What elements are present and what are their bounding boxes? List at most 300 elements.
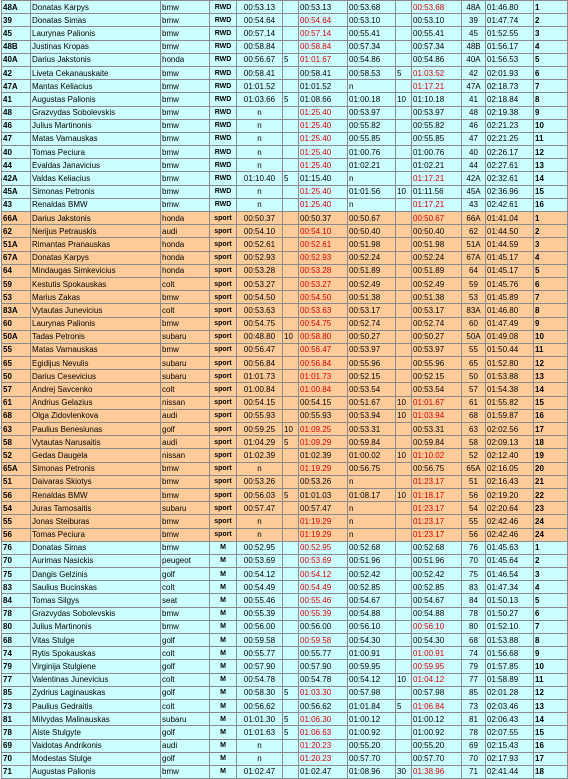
driver-name: Valdas Keliacius <box>31 172 161 185</box>
car-make: seat <box>161 594 210 607</box>
run2-time: 00:52.68 <box>348 541 396 554</box>
run1-total: 00:56.84 <box>299 357 348 370</box>
car-number: 48 <box>2 106 31 119</box>
car-make: subaru <box>161 370 210 383</box>
run1-penalty: 5 <box>283 172 299 185</box>
run1-total: 00:57.90 <box>299 660 348 673</box>
car-make: bmw <box>161 132 210 145</box>
run1-total: 00:52.61 <box>299 238 348 251</box>
car-make: subaru <box>161 502 210 515</box>
run2-total: 01:00.12 <box>412 713 462 726</box>
class-badge: M <box>210 581 237 594</box>
final-time: 02:19.38 <box>486 106 534 119</box>
driver-name: Augustas Palionis <box>31 765 161 778</box>
run2-total: 01:03.94 <box>412 409 462 422</box>
run2-penalty <box>396 383 412 396</box>
car-make: bmw <box>161 119 210 132</box>
run2-penalty: 10 <box>396 396 412 409</box>
run2-time: 00:57.98 <box>348 686 396 699</box>
run1-time: 00:52.61 <box>237 238 283 251</box>
run2-time: 01:00.76 <box>348 146 396 159</box>
run2-time: 01:00.02 <box>348 449 396 462</box>
class-badge: RWD <box>210 185 237 198</box>
run2-total: 01:17.21 <box>412 172 462 185</box>
position: 17 <box>534 423 568 436</box>
class-badge: sport <box>210 330 237 343</box>
run1-total: 01:09.29 <box>299 436 348 449</box>
run2-time: 00:52.24 <box>348 251 396 264</box>
class-badge: RWD <box>210 106 237 119</box>
run1-time: 00:57.90 <box>237 660 283 673</box>
position: 15 <box>534 396 568 409</box>
run1-total: 00:58.41 <box>299 66 348 79</box>
final-time: 01:47.34 <box>486 581 534 594</box>
run1-total: 01:00.84 <box>299 383 348 396</box>
car-make: bmw <box>161 198 210 211</box>
table-row <box>2 146 568 159</box>
car-number-repeat: 64 <box>462 264 486 277</box>
car-number-repeat: 44 <box>462 159 486 172</box>
run2-penalty <box>396 146 412 159</box>
class-badge: sport <box>210 502 237 515</box>
run2-penalty <box>396 40 412 53</box>
run2-time: n <box>348 172 396 185</box>
final-time: 02:19.20 <box>486 488 534 501</box>
car-number: 53 <box>2 291 31 304</box>
run2-time: 00:52.74 <box>348 317 396 330</box>
run2-penalty <box>396 343 412 356</box>
table-row <box>2 686 568 699</box>
table-row <box>2 541 568 554</box>
run1-time: 00:55.93 <box>237 409 283 422</box>
run1-total: 00:55.39 <box>299 607 348 620</box>
car-number: 68 <box>2 634 31 647</box>
run2-penalty <box>396 607 412 620</box>
position: 23 <box>534 502 568 515</box>
run1-total: 01:01.52 <box>299 80 348 93</box>
car-number: 51 <box>2 475 31 488</box>
run2-total: 01:01.67 <box>412 396 462 409</box>
position: 3 <box>534 568 568 581</box>
class-badge: sport <box>210 225 237 238</box>
run1-penalty <box>283 647 299 660</box>
final-time: 01:47.74 <box>486 14 534 27</box>
run1-total: 00:53.13 <box>299 1 348 14</box>
run2-penalty <box>396 27 412 40</box>
car-number-repeat: 65 <box>462 357 486 370</box>
position: 15 <box>534 185 568 198</box>
car-number-repeat: 47 <box>462 132 486 145</box>
final-time: 02:06.43 <box>486 713 534 726</box>
run1-time: 00:54.12 <box>237 568 283 581</box>
run1-penalty <box>283 264 299 277</box>
run1-total: 00:54.50 <box>299 291 348 304</box>
car-number: 45A <box>2 185 31 198</box>
position: 11 <box>534 132 568 145</box>
run1-time: 01:10.40 <box>237 172 283 185</box>
car-number-repeat: 83 <box>462 581 486 594</box>
run1-time: 00:58.84 <box>237 40 283 53</box>
run1-time: 00:53.28 <box>237 264 283 277</box>
position: 16 <box>534 409 568 422</box>
table-row <box>2 27 568 40</box>
position: 18 <box>534 765 568 778</box>
driver-name: Justinas Kropas <box>31 40 161 53</box>
class-badge: M <box>210 647 237 660</box>
run1-time: n <box>237 132 283 145</box>
run1-total: 01:02.47 <box>299 765 348 778</box>
table-row <box>2 330 568 343</box>
run2-time: 00:54.12 <box>348 673 396 686</box>
run2-total: 00:52.24 <box>412 251 462 264</box>
car-make: bmw <box>161 80 210 93</box>
car-number: 68 <box>2 409 31 422</box>
car-number: 40 <box>2 146 31 159</box>
car-number-repeat: 45 <box>462 27 486 40</box>
run2-total: 01:03.52 <box>412 66 462 79</box>
final-time: 02:02.56 <box>486 423 534 436</box>
car-number-repeat: 61 <box>462 396 486 409</box>
position: 8 <box>534 93 568 106</box>
run1-time: n <box>237 528 283 541</box>
class-badge: RWD <box>210 198 237 211</box>
table-row <box>2 80 568 93</box>
run2-penalty <box>396 515 412 528</box>
run1-time: n <box>237 146 283 159</box>
class-badge: sport <box>210 383 237 396</box>
car-number-repeat: 55 <box>462 515 486 528</box>
run1-total: 00:54.12 <box>299 568 348 581</box>
car-number-repeat: 69 <box>462 739 486 752</box>
car-number: 41 <box>2 93 31 106</box>
run2-penalty: 10 <box>396 93 412 106</box>
driver-name: Darius Cesevicius <box>31 370 161 383</box>
driver-name: Grazvydas Sobolevskis <box>31 106 161 119</box>
driver-name: Rytis Spokauskas <box>31 647 161 660</box>
run1-time: 01:00.84 <box>237 383 283 396</box>
run1-total: 00:55.46 <box>299 594 348 607</box>
car-number-repeat: 71 <box>462 765 486 778</box>
run2-time: 00:58.53 <box>348 66 396 79</box>
table-row <box>2 40 568 53</box>
car-number: 45 <box>2 27 31 40</box>
position: 12 <box>534 686 568 699</box>
class-badge: M <box>210 699 237 712</box>
run2-penalty <box>396 172 412 185</box>
class-badge: RWD <box>210 66 237 79</box>
run2-time: 00:53.31 <box>348 423 396 436</box>
run2-total: 01:17.21 <box>412 198 462 211</box>
position: 14 <box>534 713 568 726</box>
driver-name: Laurynas Palionis <box>31 317 161 330</box>
final-time: 01:50.13 <box>486 594 534 607</box>
car-number-repeat: 78 <box>462 607 486 620</box>
car-number-repeat: 80 <box>462 620 486 633</box>
car-number: 77 <box>2 673 31 686</box>
driver-name: Milvydas Malinauskas <box>31 713 161 726</box>
run2-total: 00:53.97 <box>412 343 462 356</box>
run1-time: n <box>237 462 283 475</box>
class-badge: sport <box>210 264 237 277</box>
car-number: 80 <box>2 620 31 633</box>
run2-penalty <box>396 370 412 383</box>
table-row <box>2 752 568 765</box>
driver-name: Grazvydas Sobolevskis <box>31 607 161 620</box>
results-table <box>1 0 568 779</box>
driver-name: Valentinas Junevicius <box>31 673 161 686</box>
run2-total: 01:06.84 <box>412 699 462 712</box>
run1-penalty <box>283 383 299 396</box>
run2-time: 00:53.54 <box>348 383 396 396</box>
class-badge: RWD <box>210 119 237 132</box>
final-time: 01:56.68 <box>486 647 534 660</box>
car-number-repeat: 73 <box>462 699 486 712</box>
position: 10 <box>534 119 568 132</box>
car-number: 59 <box>2 277 31 290</box>
car-number: 67A <box>2 251 31 264</box>
run1-total: 00:56.00 <box>299 620 348 633</box>
run2-total: 00:55.85 <box>412 132 462 145</box>
table-row <box>2 528 568 541</box>
position: 9 <box>534 106 568 119</box>
car-make: golf <box>161 423 210 436</box>
car-number: 78 <box>2 726 31 739</box>
car-make: bmw <box>161 40 210 53</box>
car-make: bmw <box>161 541 210 554</box>
run2-penalty <box>396 159 412 172</box>
table-row <box>2 53 568 66</box>
driver-name: Vaidotas Andrikonis <box>31 739 161 752</box>
run2-total: 01:23.17 <box>412 502 462 515</box>
run2-total: 00:52.49 <box>412 277 462 290</box>
run1-penalty <box>283 357 299 370</box>
car-number-repeat: 85 <box>462 686 486 699</box>
car-number-repeat: 78 <box>462 726 486 739</box>
class-badge: RWD <box>210 14 237 27</box>
final-time: 02:36.96 <box>486 185 534 198</box>
run1-total: 00:52.95 <box>299 541 348 554</box>
run2-total: 00:59.95 <box>412 660 462 673</box>
run2-penalty <box>396 581 412 594</box>
class-badge: sport <box>210 251 237 264</box>
car-number: 69 <box>2 739 31 752</box>
table-row <box>2 634 568 647</box>
car-number-repeat: 79 <box>462 660 486 673</box>
run1-total: 01:19.29 <box>299 462 348 475</box>
table-row <box>2 304 568 317</box>
car-number: 40A <box>2 53 31 66</box>
final-time: 01:56.53 <box>486 53 534 66</box>
car-number: 56 <box>2 488 31 501</box>
car-number-repeat: 50A <box>462 330 486 343</box>
table-row <box>2 475 568 488</box>
car-number-repeat: 48A <box>462 1 486 14</box>
run1-penalty <box>283 541 299 554</box>
run2-total: 00:52.85 <box>412 581 462 594</box>
car-make: honda <box>161 251 210 264</box>
car-make: audi <box>161 409 210 422</box>
run2-time: n <box>348 198 396 211</box>
final-time: 01:58.89 <box>486 673 534 686</box>
position: 3 <box>534 27 568 40</box>
table-row <box>2 409 568 422</box>
final-time: 02:26.17 <box>486 146 534 159</box>
run2-total: 00:53.97 <box>412 106 462 119</box>
position: 7 <box>534 80 568 93</box>
position: 2 <box>534 225 568 238</box>
run1-time: n <box>237 119 283 132</box>
run2-time: 00:57.70 <box>348 752 396 765</box>
run1-penalty: 5 <box>283 713 299 726</box>
run2-penalty <box>396 198 412 211</box>
class-badge: M <box>210 673 237 686</box>
run1-time: 00:54.49 <box>237 581 283 594</box>
run2-total: 01:02.21 <box>412 159 462 172</box>
car-make: colt <box>161 647 210 660</box>
car-number: 46 <box>2 119 31 132</box>
final-time: 02:17.93 <box>486 752 534 765</box>
car-number-repeat: 52 <box>462 449 486 462</box>
class-badge: M <box>210 726 237 739</box>
car-make: honda <box>161 238 210 251</box>
run1-penalty <box>283 607 299 620</box>
run1-time: 00:54.50 <box>237 291 283 304</box>
car-make: bmw <box>161 1 210 14</box>
car-make: colt <box>161 699 210 712</box>
run2-total: 00:54.30 <box>412 634 462 647</box>
driver-name: Gedas Daugela <box>31 449 161 462</box>
car-number: 39 <box>2 14 31 27</box>
class-badge: RWD <box>210 132 237 145</box>
run1-penalty <box>283 317 299 330</box>
run2-penalty <box>396 304 412 317</box>
driver-name: Donatas Karpys <box>31 1 161 14</box>
run1-time: 00:57.14 <box>237 27 283 40</box>
car-number: 55 <box>2 515 31 528</box>
run1-time: n <box>237 752 283 765</box>
run1-penalty <box>283 620 299 633</box>
run2-time: 00:51.96 <box>348 554 396 567</box>
table-row <box>2 515 568 528</box>
position: 1 <box>534 1 568 14</box>
run1-penalty <box>283 370 299 383</box>
table-row <box>2 185 568 198</box>
final-time: 02:16.05 <box>486 462 534 475</box>
car-number-repeat: 46 <box>462 119 486 132</box>
driver-name: Donatas Karpys <box>31 251 161 264</box>
class-badge: M <box>210 713 237 726</box>
class-badge: sport <box>210 396 237 409</box>
car-number-repeat: 65A <box>462 462 486 475</box>
driver-name: Vytautas Junevicius <box>31 304 161 317</box>
table-row <box>2 212 568 225</box>
class-badge: sport <box>210 291 237 304</box>
driver-name: Darius Jakstonis <box>31 53 161 66</box>
run1-total: 01:06.63 <box>299 726 348 739</box>
run1-total: 01:15.40 <box>299 172 348 185</box>
run1-penalty <box>283 752 299 765</box>
driver-name: Evaldas Janavicius <box>31 159 161 172</box>
run1-time: 00:53.69 <box>237 554 283 567</box>
run2-penalty <box>396 568 412 581</box>
run2-time: 00:53.68 <box>348 1 396 14</box>
final-time: 01:53.88 <box>486 634 534 647</box>
table-row <box>2 699 568 712</box>
driver-name: Zydrius Laginauskas <box>31 686 161 699</box>
car-number-repeat: 57 <box>462 383 486 396</box>
car-make: colt <box>161 277 210 290</box>
run1-penalty <box>283 475 299 488</box>
run2-total: 01:04.12 <box>412 673 462 686</box>
class-badge: M <box>210 541 237 554</box>
car-make: audi <box>161 739 210 752</box>
car-make: subaru <box>161 357 210 370</box>
car-number-repeat: 84 <box>462 594 486 607</box>
driver-name: Matas Varnauskas <box>31 343 161 356</box>
car-number: 66A <box>2 212 31 225</box>
run2-time: 00:56.75 <box>348 462 396 475</box>
car-make: colt <box>161 581 210 594</box>
car-number: 48A <box>2 1 31 14</box>
class-badge: M <box>210 594 237 607</box>
car-make: bmw <box>161 488 210 501</box>
run2-total: 00:54.67 <box>412 594 462 607</box>
table-row <box>2 317 568 330</box>
car-number: 50A <box>2 330 31 343</box>
run2-time: 00:54.86 <box>348 53 396 66</box>
final-time: 01:46.54 <box>486 568 534 581</box>
car-number-repeat: 40 <box>462 146 486 159</box>
car-number: 52 <box>2 449 31 462</box>
car-number-repeat: 74 <box>462 647 486 660</box>
position: 10 <box>534 660 568 673</box>
driver-name: Paulius Benesiunas <box>31 423 161 436</box>
car-number: 47A <box>2 80 31 93</box>
class-badge: sport <box>210 423 237 436</box>
class-badge: M <box>210 634 237 647</box>
final-time: 01:56.17 <box>486 40 534 53</box>
final-time: 01:50.44 <box>486 343 534 356</box>
position: 7 <box>534 620 568 633</box>
car-make: golf <box>161 752 210 765</box>
run1-penalty: 10 <box>283 423 299 436</box>
run1-time: 01:01.30 <box>237 713 283 726</box>
run1-penalty: 5 <box>283 436 299 449</box>
final-time: 01:45.63 <box>486 541 534 554</box>
run1-total: 01:01.03 <box>299 488 348 501</box>
car-make: bmw <box>161 93 210 106</box>
run2-total: 00:57.34 <box>412 40 462 53</box>
car-number-repeat: 58 <box>462 436 486 449</box>
run1-time: 00:53.13 <box>237 1 283 14</box>
position: 2 <box>534 554 568 567</box>
run2-time: n <box>348 502 396 515</box>
car-number-repeat: 59 <box>462 277 486 290</box>
run1-total: 00:53.27 <box>299 277 348 290</box>
run1-penalty <box>283 14 299 27</box>
run2-time: 01:01.56 <box>348 185 396 198</box>
class-badge: M <box>210 752 237 765</box>
class-badge: M <box>210 739 237 752</box>
run2-total: 00:52.74 <box>412 317 462 330</box>
table-row <box>2 449 568 462</box>
run2-total: 00:52.68 <box>412 541 462 554</box>
run2-total: 00:55.41 <box>412 27 462 40</box>
driver-name: Aurimas Nasickis <box>31 554 161 567</box>
car-number: 83 <box>2 581 31 594</box>
position: 19 <box>534 449 568 462</box>
car-make: bmw <box>161 528 210 541</box>
